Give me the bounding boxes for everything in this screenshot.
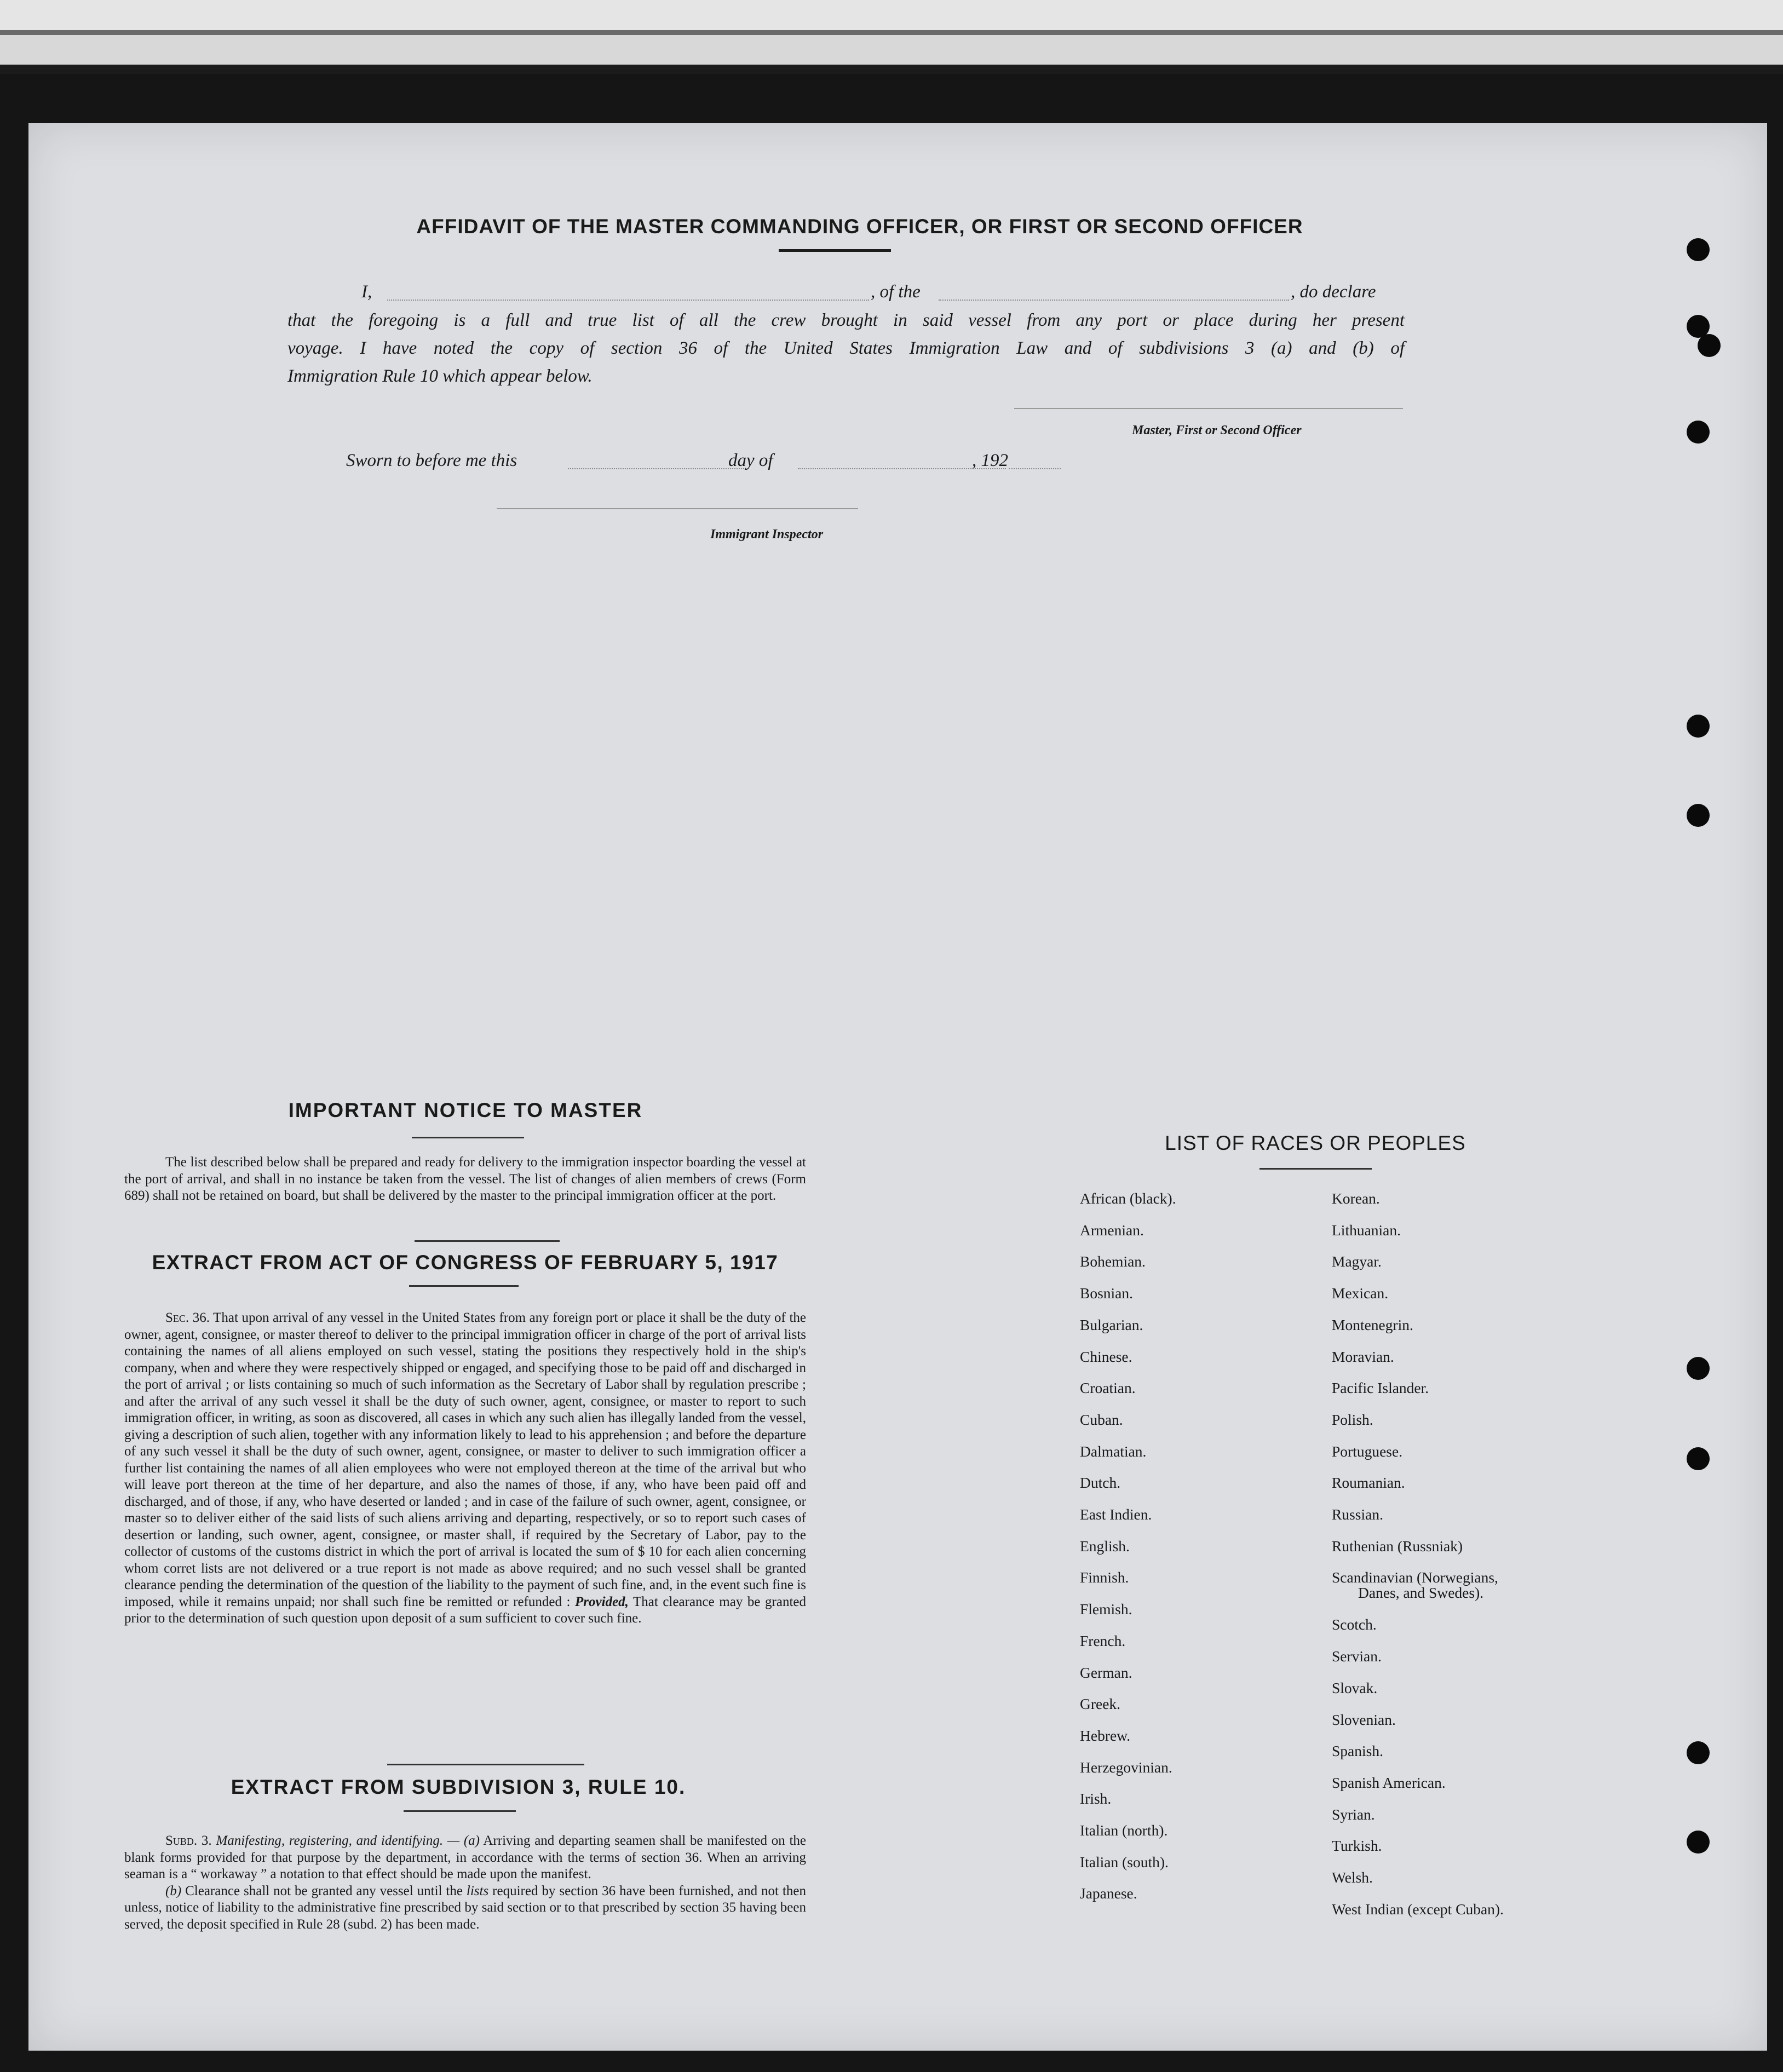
- race-item: Welsh.: [1332, 1869, 1373, 1886]
- provided-word: Provided,: [575, 1594, 629, 1609]
- race-item: Korean.: [1332, 1190, 1380, 1207]
- act-extract-text: [124, 1310, 806, 1627]
- affidavit-name-field[interactable]: [387, 300, 869, 301]
- race-item: Dutch.: [1080, 1474, 1121, 1492]
- binder-hole: [1687, 1357, 1710, 1380]
- subd-heading: Manifesting, registering, and identifying. — (a): [216, 1833, 480, 1848]
- race-item: African (black).: [1080, 1190, 1176, 1207]
- race-item: Roumanian.: [1332, 1474, 1405, 1492]
- rule-text-b1: Clearance shall not be granted any vessel until the: [185, 1883, 463, 1898]
- binder-hole: [1687, 1741, 1710, 1764]
- rule-extract-title: EXTRACT FROM SUBDIVISION 3, RULE 10.: [231, 1776, 686, 1798]
- race-item: German.: [1080, 1664, 1132, 1681]
- master-signature-label: Master, First or Second Officer: [1132, 423, 1302, 438]
- binder-hole: [1687, 1831, 1710, 1854]
- race-item: Spanish American.: [1332, 1774, 1446, 1791]
- race-item: Spanish.: [1332, 1742, 1383, 1760]
- binder-hole: [1687, 1447, 1710, 1470]
- race-item: French.: [1080, 1632, 1126, 1649]
- race-item: Bosnian.: [1080, 1285, 1134, 1302]
- binder-hole: [1687, 238, 1710, 261]
- race-item: Italian (south).: [1080, 1853, 1169, 1870]
- master-signature-line[interactable]: [1014, 408, 1403, 409]
- race-item-continuation: Danes, and Swedes).: [1358, 1584, 1484, 1602]
- race-item: Turkish.: [1332, 1837, 1382, 1855]
- race-item: Bohemian.: [1080, 1253, 1146, 1270]
- race-item: Flemish.: [1080, 1601, 1132, 1618]
- affidavit-body-line: Immigration Rule 10 which appear below.: [287, 366, 593, 386]
- affidavit-title: AFFIDAVIT OF THE MASTER COMMANDING OFFICER, OR FIRST OR SECOND OFFICER: [416, 215, 1303, 238]
- race-item: Mexican.: [1332, 1285, 1389, 1302]
- notice-text: [124, 1154, 806, 1205]
- section-label: Sec. 36.: [165, 1310, 210, 1325]
- race-item: Greek.: [1080, 1695, 1121, 1713]
- subd-label: Subd. 3.: [165, 1833, 212, 1848]
- binder-hole: [1687, 804, 1710, 827]
- race-item: Bulgarian.: [1080, 1316, 1143, 1333]
- act-paragraph: [124, 1310, 806, 1627]
- race-item: Chinese.: [1080, 1348, 1132, 1365]
- act-body-end: That clearance may be granted prior to the determination of such question upon deposit of a sum sufficient to cover such fine.: [124, 1594, 807, 1626]
- affidavit-i-label: I,: [361, 282, 372, 302]
- race-item: Moravian.: [1332, 1348, 1394, 1365]
- race-item: Polish.: [1332, 1411, 1373, 1428]
- race-item: Ruthenian (Russniak): [1332, 1537, 1463, 1555]
- race-item: Hebrew.: [1080, 1726, 1131, 1744]
- races-title: LIST OF RACES OR PEOPLES: [1165, 1132, 1466, 1154]
- race-item: Armenian.: [1080, 1221, 1144, 1239]
- rule-extract-text: [124, 1833, 806, 1933]
- race-item: Pacific Islander.: [1332, 1379, 1429, 1397]
- race-item: Herzegovinian.: [1080, 1758, 1172, 1776]
- act-title-rule: [409, 1285, 519, 1287]
- affidavit-body-line: that the foregoing is a full and true list of all the crew brought in said vessel from any port or place during her present: [287, 310, 1405, 330]
- race-item: Russian.: [1332, 1506, 1383, 1523]
- race-item: Dalmatian.: [1080, 1442, 1147, 1460]
- act-body: That upon arrival of any vessel in the United States from any foreign port or place it shall be the duty of the owner, agent, consignee, or master thereof to deliver to the principal immigration officer in charge of the port of arrival lists containing the names of all aliens employed on such vessel, stating the positions they respectively hold in the ship's company, when and where they were respectively shipped or engaged, and specifying those to be paid off and discharged in the port of arrival ; or lists containing so much of such information as the Secretary of Labor shall by regulation prescribe ; and after the arrival of any such vessel it shall be the duty of such owner, agent, consignee, or master to report to such immigration officer, in writing, as soon as discovered, all cases in which any such alien has illegally landed from the vessel, giving a description of such alien, together with any information likely to lead to his apprehension ; and before the departure of any such vessel it shall be the duty of such owner, agent, consignee, or master to deliver to such immigration officer a further list containing the names of all alien employees who were not employed thereon at the time of the arrival but who will leave port thereon at the time of her departure, and also the names of those, if any, who have been paid off and discharged, and of those, if any, who have deserted or landed ; and in case of the failure of such owner, agent, consignee, or master so to deliver either of the said lists of such aliens arriving and departing, respectively, or so to report such cases of desertion or landing, such owner, agent, consignee, or master shall, if required by the Secretary of Labor, pay to the collector of customs of the customs district in which the port of arrival is located the sum of $ 10 for each alien concerning whom corret lists are not delivered or a true report is not made as above required; and no such vessel shall be granted clearance pending the determination of the question of the liability to the payment of such fine, and, in the event such fine is imposed, while it remains unpaid; nor shall such fine be remitted or refunded :: [124, 1310, 806, 1609]
- race-item: Cuban.: [1080, 1411, 1123, 1428]
- notice-paragraph: The list described below shall be prepared and ready for delivery to the immigration inspector boarding the vessel at the port of arrival, and shall in no instance be taken from the vessel. The list of changes of alien members of crews (Form 689) shall not be retained on board, but shall be delivered by the master to the principal immigration officer at the port.: [124, 1155, 806, 1203]
- act-extract-title: EXTRACT FROM ACT OF CONGRESS OF FEBRUARY 5, 1917: [152, 1251, 779, 1274]
- race-item: Finnish.: [1080, 1569, 1129, 1586]
- rule-text-b2: required by section 36 have been furnished, and not then unless, notice of liability to the administrative fine prescribed by said section or to that prescribed by section 35 having been served, the deposit specified in Rule 28 (subd. 2) has been made.: [124, 1883, 806, 1932]
- races-column-1: [1080, 1183, 1310, 1909]
- race-item: Portuguese.: [1332, 1442, 1403, 1460]
- race-item: Servian.: [1332, 1648, 1382, 1665]
- race-item: Italian (north).: [1080, 1822, 1168, 1839]
- race-item: Irish.: [1080, 1790, 1112, 1808]
- affidavit-vessel-field[interactable]: [939, 300, 1289, 301]
- rule-paragraph-a: [124, 1833, 806, 1883]
- races-column-2: [1332, 1183, 1617, 1925]
- notice-title-rule: [412, 1137, 524, 1138]
- race-item: West Indian (except Cuban).: [1332, 1900, 1504, 1918]
- sworn-label: Sworn to before me this: [346, 451, 517, 470]
- race-item: Croatian.: [1080, 1379, 1136, 1397]
- race-item: Magyar.: [1332, 1253, 1382, 1270]
- rule-paragraph-b: [124, 1883, 806, 1933]
- affidavit-declare-label: , do declare: [1291, 282, 1376, 302]
- race-item: English.: [1080, 1537, 1130, 1555]
- race-item: Scotch.: [1332, 1616, 1377, 1633]
- race-item: Montenegrin.: [1332, 1316, 1413, 1333]
- binder-hole: [1698, 334, 1721, 357]
- race-item: Slovak.: [1332, 1679, 1378, 1696]
- race-item: East Indien.: [1080, 1506, 1152, 1523]
- rule-text-a: Arriving and departing seamen shall be manifested on the blank forms provided for that purpose by the department, in accordance with the terms of section 36. When an arriving seaman is a “ workaway ” a notation to that effect should be made upon the manifest.: [124, 1833, 806, 1881]
- races-title-rule: [1259, 1168, 1372, 1170]
- race-item: Scandinavian (Norwegians,: [1332, 1569, 1498, 1586]
- rule-title-rule: [404, 1810, 516, 1812]
- race-item: Lithuanian.: [1332, 1221, 1401, 1239]
- sworn-year-field[interactable]: [1009, 468, 1061, 469]
- affidavit-title-rule: [779, 249, 891, 252]
- notice-title: IMPORTANT NOTICE TO MASTER: [288, 1099, 643, 1121]
- race-item: Syrian.: [1332, 1805, 1375, 1823]
- race-item: Japanese.: [1080, 1885, 1137, 1902]
- affidavit-body-line: voyage. I have noted the copy of section 36 of the United States Immigration Law and of subdivisions 3 (a) and (b) of: [287, 338, 1405, 358]
- year-label: , 192: [972, 451, 1008, 470]
- act-end-rule: [387, 1764, 584, 1765]
- b-label: (b): [165, 1883, 182, 1898]
- day-of-label: day of: [728, 451, 773, 470]
- inspector-signature-label: Immigrant Inspector: [710, 527, 824, 542]
- affidavit-of-the-label: , of the: [871, 282, 921, 302]
- form-sheet: [28, 123, 1767, 2051]
- scanner-top-strip: [0, 0, 1783, 74]
- race-item: Slovenian.: [1332, 1711, 1396, 1728]
- inspector-signature-line[interactable]: [497, 508, 858, 509]
- binder-hole: [1687, 715, 1710, 738]
- binder-hole: [1687, 421, 1710, 444]
- lists-word: lists: [466, 1883, 489, 1898]
- notice-end-rule: [415, 1240, 560, 1242]
- sworn-day-field[interactable]: [568, 468, 749, 469]
